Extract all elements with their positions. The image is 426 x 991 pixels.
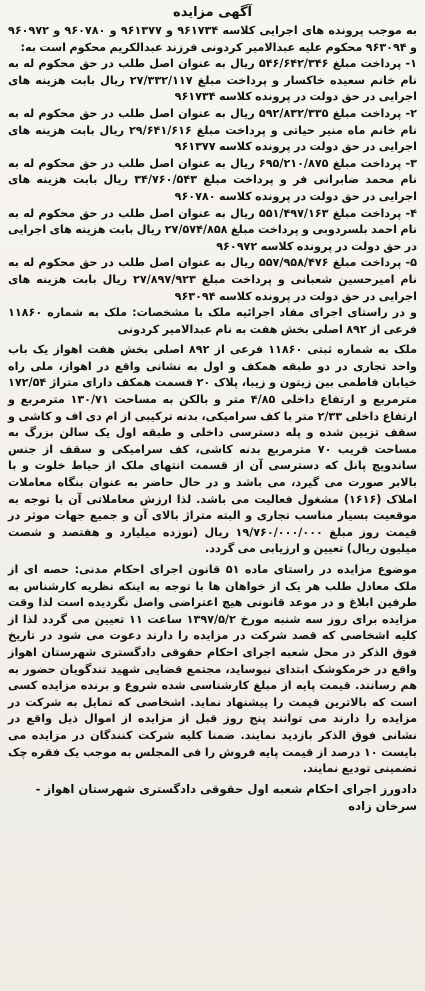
property-description: ملک به شماره ثبتی ۱۱۸۶۰ فرعی از ۸۹۲ اصلی بخش هفت اهواز یک باب واحد تجاری در دو طبقه همکف و اول به نشانی واقع در اهواز، ملی راه خیابان فاطمی بین زیتون و زیبا، پلاک ۲۰ قسمت همکف دارای متراژ ۱۷۲/۵۴ مترمربع و ارتفاع داخلی ۴/۸۵ متر و بالکن به مساحت ۱۳۰/۷۱ مترمربع و ارتفاع داخلی ۲/۳۳ متر با کف سرامیکی، بدنه ترکیبی از ام دی اف و کاشی و سقف تزیین شده و پله دسترسی داخلی و طبقه اول یک سالن بزرگ به مساحت قریب ۷۰ مترمربع بدنه کاشی، کف سرامیکی و سقف از جنس ساندویچ پانل که دسترسی آن از قسمت انتهای ملک از حیاط خلوت و با بالابر صورت می گیرد، می باشد و در حال حاضر به عنوان بنگاه معاملات املاک (۱۶۱۶) مشغول فعالیت می باشد. لذا ارزش معاملاتی آن با توجه به موقعیت بسیار مناسب تجاری و البته متراژ بالای آن و جمیع جهات موثر در قیمت روز مبلغ ۱۹/۷۶۰/۰۰۰/۰۰۰ ریال (نوزده میلیارد و هفتصد و شصت میلیون ریال) تعیین و ارزیابی می گردد. — [8, 343, 417, 556]
judgment-item-2: ۲- پرداخت مبلغ ۵۹۲/۸۳۲/۳۳۵ ریال به عنوان اصل طلب در حق محکوم له به نام خانم ماه منیر حیاتی و پرداخت مبلغ ۲۹/۶۴۱/۶۱۶ ریال بابت هزینه های اجرایی در حق دولت در پرونده کلاسه ۹۶۱۳۷۷ — [8, 106, 417, 154]
judgment-item-1: ۱- پرداخت مبلغ ۵۴۶/۶۴۲/۳۴۶ ریال به عنوان اصل طلب در حق محکوم له به نام خانم سعیده خاکسار و پرداخت مبلغ ۲۷/۳۳۲/۱۱۷ ریال بابت هزینه های اجرایی در حق دولت در پرونده کلاسه ۹۶۱۷۳۴ — [8, 57, 417, 104]
enforcement-paragraph: و در راستای اجرای مفاد اجرائیه ملک با مشخصات: ملک به شماره ۱۱۸۶۰ فرعی از ۸۹۲ اصلی بخش هفت به نام عبدالامیر کردونی — [8, 306, 417, 336]
signature-line: دادورز اجرای احکام شعبه اول حقوقی دادگستری شهرستان اهواز - سرخان زاده — [35, 781, 417, 813]
judgment-item-4: ۴- پرداخت مبلغ ۵۵۱/۴۹۷/۱۶۳ ریال به عنوان اصل طلب در حق محکوم له به نام احمد بلسردوبی و پرداخت مبلغ ۲۷/۵۷۴/۸۵۸ ریال بابت هزینه های اجرایی در حق دولت در پرونده کلاسه ۹۶۰۹۷۲ — [8, 206, 417, 253]
notice-intro: به موجب پرونده های اجرایی کلاسه ۹۶۱۷۳۴ و ۹۶۱۳۷۷ و ۹۶۰۷۸۰ و ۹۶۰۹۷۲ و ۹۶۳۰۹۴ محکوم علیه عبدالامیر کردونی فرزند عبدالکریم محکوم است به: — [8, 24, 418, 54]
auction-terms: موضوع مزایده در راستای ماده ۵۱ قانون اجرای احکام مدنی: حصه ای از ملک معادل طلب هر یک از خواهان ها با توجه به اینکه نظریه کارشناس به طرفین ابلاغ و در موعد قانونی هیچ اعتراضی واصل نگردیده است لذا وقت مزایده برای روز سه شنبه مورخ ۱۳۹۷/۵/۲ ساعت ۱۱ تعیین می گردد لذا از کلیه اشخاصی که قصد شرکت در مزایده را دارند دعوت می شود در تاریخ فوق الذکر در محل شعبه اجرای احکام حقوقی دادگستری شهرستان اهواز واقع در خرمکوشک ابتدای نیوساید، مجتمع قضایی شهید تندگویان حضور به هم رسانند. قیمت پایه از مبلغ کارشناسی شده شروع و برنده مزایده کسی است که بالاترین قیمت را پیشنهاد نماید. اشخاصی که تمایل به شرکت در مزایده را دارند می توانند پنج روز قبل از مزایده از اموال ذیل واقع در نشانی فوق الذکر بازدید نمایند. ضمنا کلیه شرکت کنندگان در مزایده می بایست ۱۰ درصد از قیمت پایه فروش را فی المجلس به موجب یک فقره چک تضمینی تودیع نمایند. — [8, 563, 418, 776]
judgment-item-5: ۵- پرداخت مبلغ ۵۵۷/۹۵۸/۴۷۶ ریال به عنوان اصل طلب در حق محکوم له به نام امیرحسین شعبانی و پرداخت مبلغ ۲۷/۸۹۷/۹۲۳ ریال بابت هزینه های اجرایی در حق دولت در پرونده کلاسه ۹۶۳۰۹۴ — [8, 256, 417, 303]
judgment-item-3: ۳- پرداخت مبلغ ۶۹۵/۲۱۰/۸۷۵ ریال به عنوان اصل طلب در حق محکوم له به نام محمد ضابرانی فر و پرداخت مبلغ ۳۴/۷۶۰/۵۴۳ ریال بابت هزینه های اجرایی در حق دولت در پرونده کلاسه ۹۶۰۷۸۰ — [8, 156, 417, 203]
notice-title: آگهی مزایده — [173, 5, 252, 20]
